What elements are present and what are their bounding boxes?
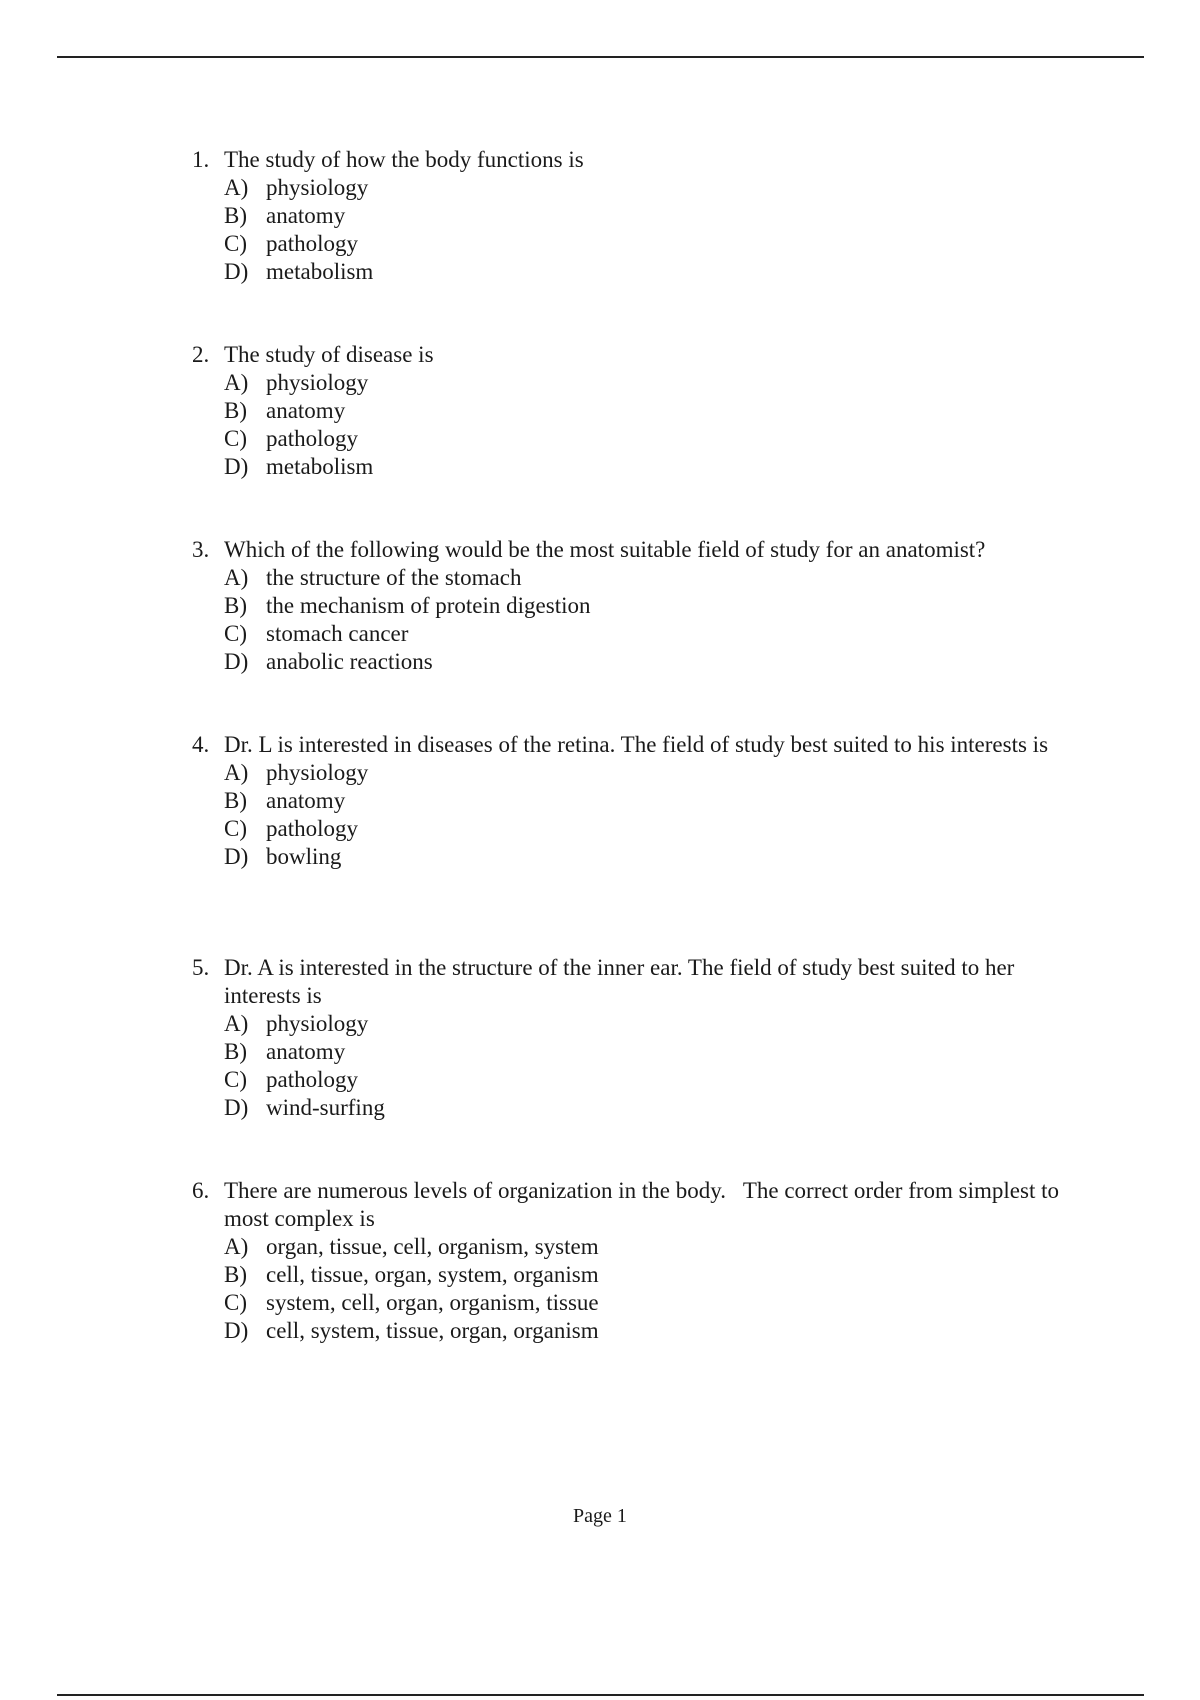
choice-d — [224, 1317, 1092, 1345]
choice-c — [224, 1289, 1092, 1317]
choice-c — [224, 425, 1092, 453]
question-2 — [192, 341, 1092, 481]
choice-text: physiology — [266, 175, 369, 200]
choice-text: wind-surfing — [266, 1095, 385, 1120]
choice-b — [224, 397, 1092, 425]
question-text: The study of disease is — [224, 342, 434, 367]
question-number: 6. — [192, 1178, 210, 1203]
choice-letter: C) — [224, 231, 247, 256]
choice-letter: D) — [224, 259, 249, 284]
choice-text: metabolism — [266, 454, 374, 479]
choice-c — [224, 230, 1092, 258]
choice-text: pathology — [266, 1067, 358, 1092]
question-number: 5. — [192, 955, 210, 980]
question-number: 2. — [192, 342, 210, 367]
question-number: 1. — [192, 147, 210, 172]
choice-a — [224, 759, 1092, 787]
choice-letter: B) — [224, 203, 247, 228]
choice-letter: D) — [224, 1318, 249, 1343]
choice-letter: B) — [224, 593, 247, 618]
question-number: 3. — [192, 537, 210, 562]
question-text: Dr. A is interested in the structure of the inner ear. The field of study best suited to her interests is — [224, 955, 1015, 1008]
choice-text: organ, tissue, cell, organism, system — [266, 1234, 599, 1259]
choice-letter: C) — [224, 1290, 247, 1315]
choice-b — [224, 592, 1092, 620]
choice-a — [224, 369, 1092, 397]
choice-b — [224, 787, 1092, 815]
question-1 — [192, 146, 1092, 286]
choice-c — [224, 815, 1092, 843]
choice-text: anatomy — [266, 788, 346, 813]
choice-text: physiology — [266, 1011, 369, 1036]
choice-letter: C) — [224, 1067, 247, 1092]
choice-letter: A) — [224, 175, 249, 200]
choice-d — [224, 843, 1092, 871]
top-rule — [57, 56, 1144, 58]
choice-d — [224, 258, 1092, 286]
question-number: 4. — [192, 732, 210, 757]
choice-letter: B) — [224, 1262, 247, 1287]
choice-letter: A) — [224, 760, 249, 785]
choice-text: bowling — [266, 844, 342, 869]
choice-text: physiology — [266, 370, 369, 395]
choice-a — [224, 564, 1092, 592]
choice-c — [224, 620, 1092, 648]
choice-d — [224, 453, 1092, 481]
page-number: Page 1 — [573, 1505, 627, 1527]
choice-text: system, cell, organ, organism, tissue — [266, 1290, 599, 1315]
choice-letter: C) — [224, 426, 247, 451]
choice-d — [224, 648, 1092, 676]
choice-text: pathology — [266, 231, 358, 256]
question-text: Which of the following would be the most suitable field of study for an anatomist? — [224, 537, 986, 562]
choice-text: stomach cancer — [266, 621, 409, 646]
choice-text: anatomy — [266, 398, 346, 423]
choice-text: cell, system, tissue, organ, organism — [266, 1318, 599, 1343]
choice-letter: D) — [224, 454, 249, 479]
choice-letter: B) — [224, 1039, 247, 1064]
bottom-rule — [57, 1694, 1144, 1696]
choice-text: cell, tissue, organ, system, organism — [266, 1262, 599, 1287]
choice-b — [224, 1261, 1092, 1289]
choice-letter: D) — [224, 844, 249, 869]
question-4 — [192, 731, 1092, 871]
question-text: Dr. L is interested in diseases of the retina. The field of study best suited to his interests is — [224, 732, 1049, 757]
choice-text: physiology — [266, 760, 369, 785]
choice-letter: B) — [224, 788, 247, 813]
choice-letter: A) — [224, 1234, 249, 1259]
question-text: There are numerous levels of organization in the body. The correct order from simplest to most complex is — [224, 1178, 1065, 1231]
choice-c — [224, 1066, 1092, 1094]
choice-text: the mechanism of protein digestion — [266, 593, 591, 618]
choice-letter: C) — [224, 816, 247, 841]
choice-text: anatomy — [266, 203, 346, 228]
question-3 — [192, 536, 1092, 676]
choice-b — [224, 202, 1092, 230]
choice-text: pathology — [266, 426, 358, 451]
choice-b — [224, 1038, 1092, 1066]
choice-letter: B) — [224, 398, 247, 423]
choice-text: the structure of the stomach — [266, 565, 522, 590]
choice-a — [224, 174, 1092, 202]
choice-letter: D) — [224, 649, 249, 674]
choice-letter: D) — [224, 1095, 249, 1120]
choice-letter: A) — [224, 370, 249, 395]
choice-letter: A) — [224, 1011, 249, 1036]
choice-letter: C) — [224, 621, 247, 646]
choice-text: metabolism — [266, 259, 374, 284]
choice-a — [224, 1010, 1092, 1038]
question-6 — [192, 1177, 1092, 1345]
choice-a — [224, 1233, 1092, 1261]
choice-text: pathology — [266, 816, 358, 841]
question-5 — [192, 954, 1092, 1122]
question-text: The study of how the body functions is — [224, 147, 584, 172]
choice-letter: A) — [224, 565, 249, 590]
choice-text: anatomy — [266, 1039, 346, 1064]
choice-text: anabolic reactions — [266, 649, 433, 674]
choice-d — [224, 1094, 1092, 1122]
